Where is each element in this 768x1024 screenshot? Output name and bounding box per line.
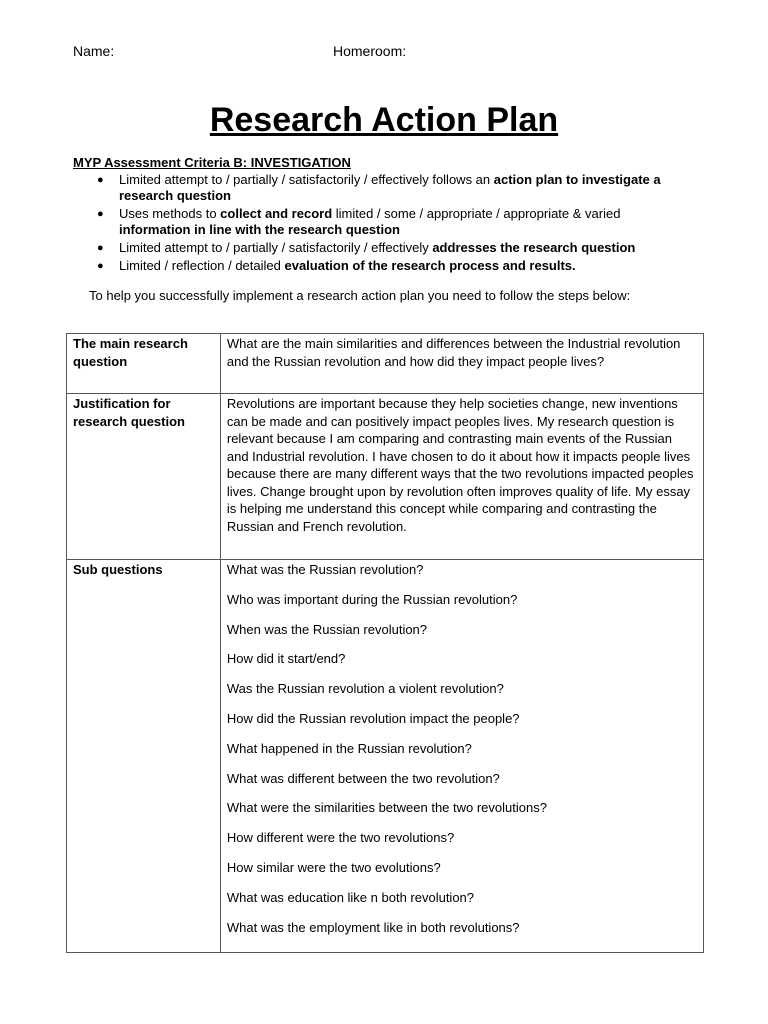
sub-question-item: How similar were the two evolutions?	[226, 859, 441, 875]
main-question-label: The main research question	[67, 334, 221, 394]
sub-questions-label: Sub questions	[67, 560, 221, 953]
sub-question-item: What was different between the two revolution?	[226, 770, 500, 786]
criteria-bold-text: information in line with the research question	[119, 222, 400, 237]
sub-questions-list	[227, 561, 697, 948]
homeroom-field-label: Homeroom:	[333, 43, 407, 59]
bullet-icon: ●	[97, 260, 104, 272]
sub-question-item: When was the Russian revolution?	[226, 621, 428, 637]
criteria-text: Uses methods to	[119, 206, 221, 221]
sub-question-item: Was the Russian revolution a violent revolution?	[226, 681, 504, 697]
name-field-label: Name:	[73, 43, 115, 59]
criteria-item	[73, 172, 693, 204]
document-title: Research Action Plan	[209, 101, 559, 139]
criteria-text: Limited / reflection / detailed	[119, 258, 285, 273]
justification-label: Justification for research question	[67, 394, 221, 560]
sub-questions-cell	[220, 560, 703, 953]
bullet-icon: ●	[97, 242, 104, 254]
criteria-item	[73, 206, 693, 238]
criteria-bold-text: addresses the research question	[432, 240, 636, 255]
sub-question-item: What was education like n both revolution?	[226, 889, 475, 905]
criteria-bold-text: collect and record	[220, 206, 333, 221]
sub-question-item: How did the Russian revolution impact the people?	[226, 710, 520, 726]
sub-question-item: What was the employment like in both revolutions?	[226, 919, 520, 935]
main-question-text: What are the main similarities and differences between the Industrial revolution and the Russian revolution and how did they impact people lives?	[220, 334, 703, 394]
criteria-list	[73, 172, 693, 276]
research-plan-table	[66, 333, 704, 953]
bullet-icon: ●	[97, 208, 104, 220]
criteria-text: Limited attempt to / partially / satisfactorily / effectively follows an	[119, 172, 494, 187]
table-row-main-question	[67, 334, 704, 394]
sub-question-item: What was the Russian revolution?	[226, 562, 424, 577]
criteria-bold-text: evaluation of the research process and results.	[284, 258, 576, 273]
criteria-text: Limited attempt to / partially / satisfactorily / effectively	[119, 240, 433, 255]
sub-question-item: Who was important during the Russian revolution?	[226, 591, 518, 607]
sub-question-item: What were the similarities between the two revolutions?	[226, 800, 547, 816]
criteria-bold-text: action plan to investigate a research question	[119, 172, 661, 203]
intro-text: To help you successfully implement a research action plan you need to follow the steps below:	[89, 288, 631, 303]
criteria-heading: MYP Assessment Criteria B: INVESTIGATION	[73, 155, 351, 170]
table-row-justification	[67, 394, 704, 560]
sub-question-item: How did it start/end?	[226, 651, 346, 667]
sub-question-item: What happened in the Russian revolution?	[226, 740, 472, 756]
bullet-icon: ●	[97, 174, 104, 186]
table-row-sub-questions	[67, 560, 704, 953]
criteria-text: limited / some / appropriate / appropriate & varied	[332, 206, 621, 221]
justification-text: Revolutions are important because they help societies change, new inventions can be made and can positively impact peoples lives. My research question is relevant because I am comparing and contrasting main events of the Russian and Industrial revolution. I have chosen to do it about how it impacts people lives because there are many different ways that the two revolutions impacted peoples lives. Change brought upon by revolution often improves quality of life. My essay is helping me understand this concept while comparing and contrasting the Russian and French revolution.	[220, 394, 703, 560]
sub-question-item: How different were the two revolutions?	[226, 830, 455, 846]
criteria-item	[73, 240, 693, 256]
criteria-item	[73, 258, 693, 274]
